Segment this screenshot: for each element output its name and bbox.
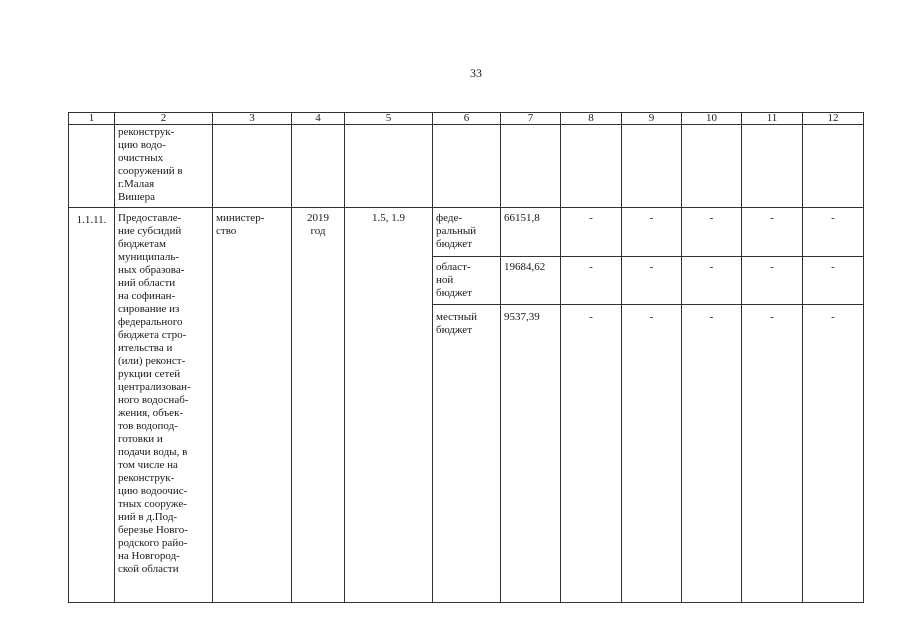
column-header: 11	[742, 113, 803, 125]
column-header: 9	[622, 113, 682, 125]
funding-amount: 19684,62	[501, 257, 561, 305]
funding-source-name: област- ной бюджет	[433, 257, 501, 305]
column-header: 6	[433, 113, 501, 125]
column-header: 10	[682, 113, 742, 125]
column-header: 5	[345, 113, 433, 125]
column-header: 8	[561, 113, 622, 125]
funding-cell: -	[803, 208, 864, 257]
funding-cell: -	[682, 305, 742, 603]
column-header: 12	[803, 113, 864, 125]
continuation-description: реконструк- цию водо- очистных сооружений в г.Малая Вишера	[115, 125, 213, 208]
column-number-row	[69, 113, 864, 125]
funding-cell: -	[561, 305, 622, 603]
funding-amount: 66151,8	[501, 208, 561, 257]
funding-cell: -	[682, 257, 742, 305]
item-period: 2019 год	[292, 208, 345, 603]
column-header: 4	[292, 113, 345, 125]
funding-cell: -	[622, 257, 682, 305]
funding-cell: -	[742, 208, 803, 257]
page-number: 33	[470, 66, 482, 80]
funding-cell: -	[622, 305, 682, 603]
funding-source-name: феде- ральный бюджет	[433, 208, 501, 257]
funding-cell: -	[622, 208, 682, 257]
column-header: 1	[69, 113, 115, 125]
funding-cell: -	[561, 257, 622, 305]
funding-cell: -	[803, 305, 864, 603]
program-table	[68, 112, 864, 603]
funding-cell: -	[742, 305, 803, 603]
item-description: Предоставле- ние субсидий бюджетам муниципаль- ных образова- ний области на софинан- сирование из федерального бюджета стро- ительства и (или) реконст- рукции сетей централизован- ного водоснаб- жения, объек- тов водопод- готовки и подачи воды, в том числе на реконструк- цию водоочис- тных сооруже- ний в д.Под- березье Новго- родского райо- на Новгород- ской области	[115, 208, 213, 603]
funding-cell: -	[742, 257, 803, 305]
funding-cell: -	[561, 208, 622, 257]
column-header: 3	[213, 113, 292, 125]
column-header: 7	[501, 113, 561, 125]
column-header: 2	[115, 113, 213, 125]
table-row	[69, 208, 864, 257]
funding-amount: 9537,39	[501, 305, 561, 603]
item-targets: 1.5, 1.9	[345, 208, 433, 603]
funding-source-name: местный бюджет	[433, 305, 501, 603]
item-executor: министер- ство	[213, 208, 292, 603]
continuation-row	[69, 125, 864, 208]
item-number: 1.1.11.	[69, 208, 115, 603]
funding-cell: -	[803, 257, 864, 305]
funding-cell: -	[682, 208, 742, 257]
